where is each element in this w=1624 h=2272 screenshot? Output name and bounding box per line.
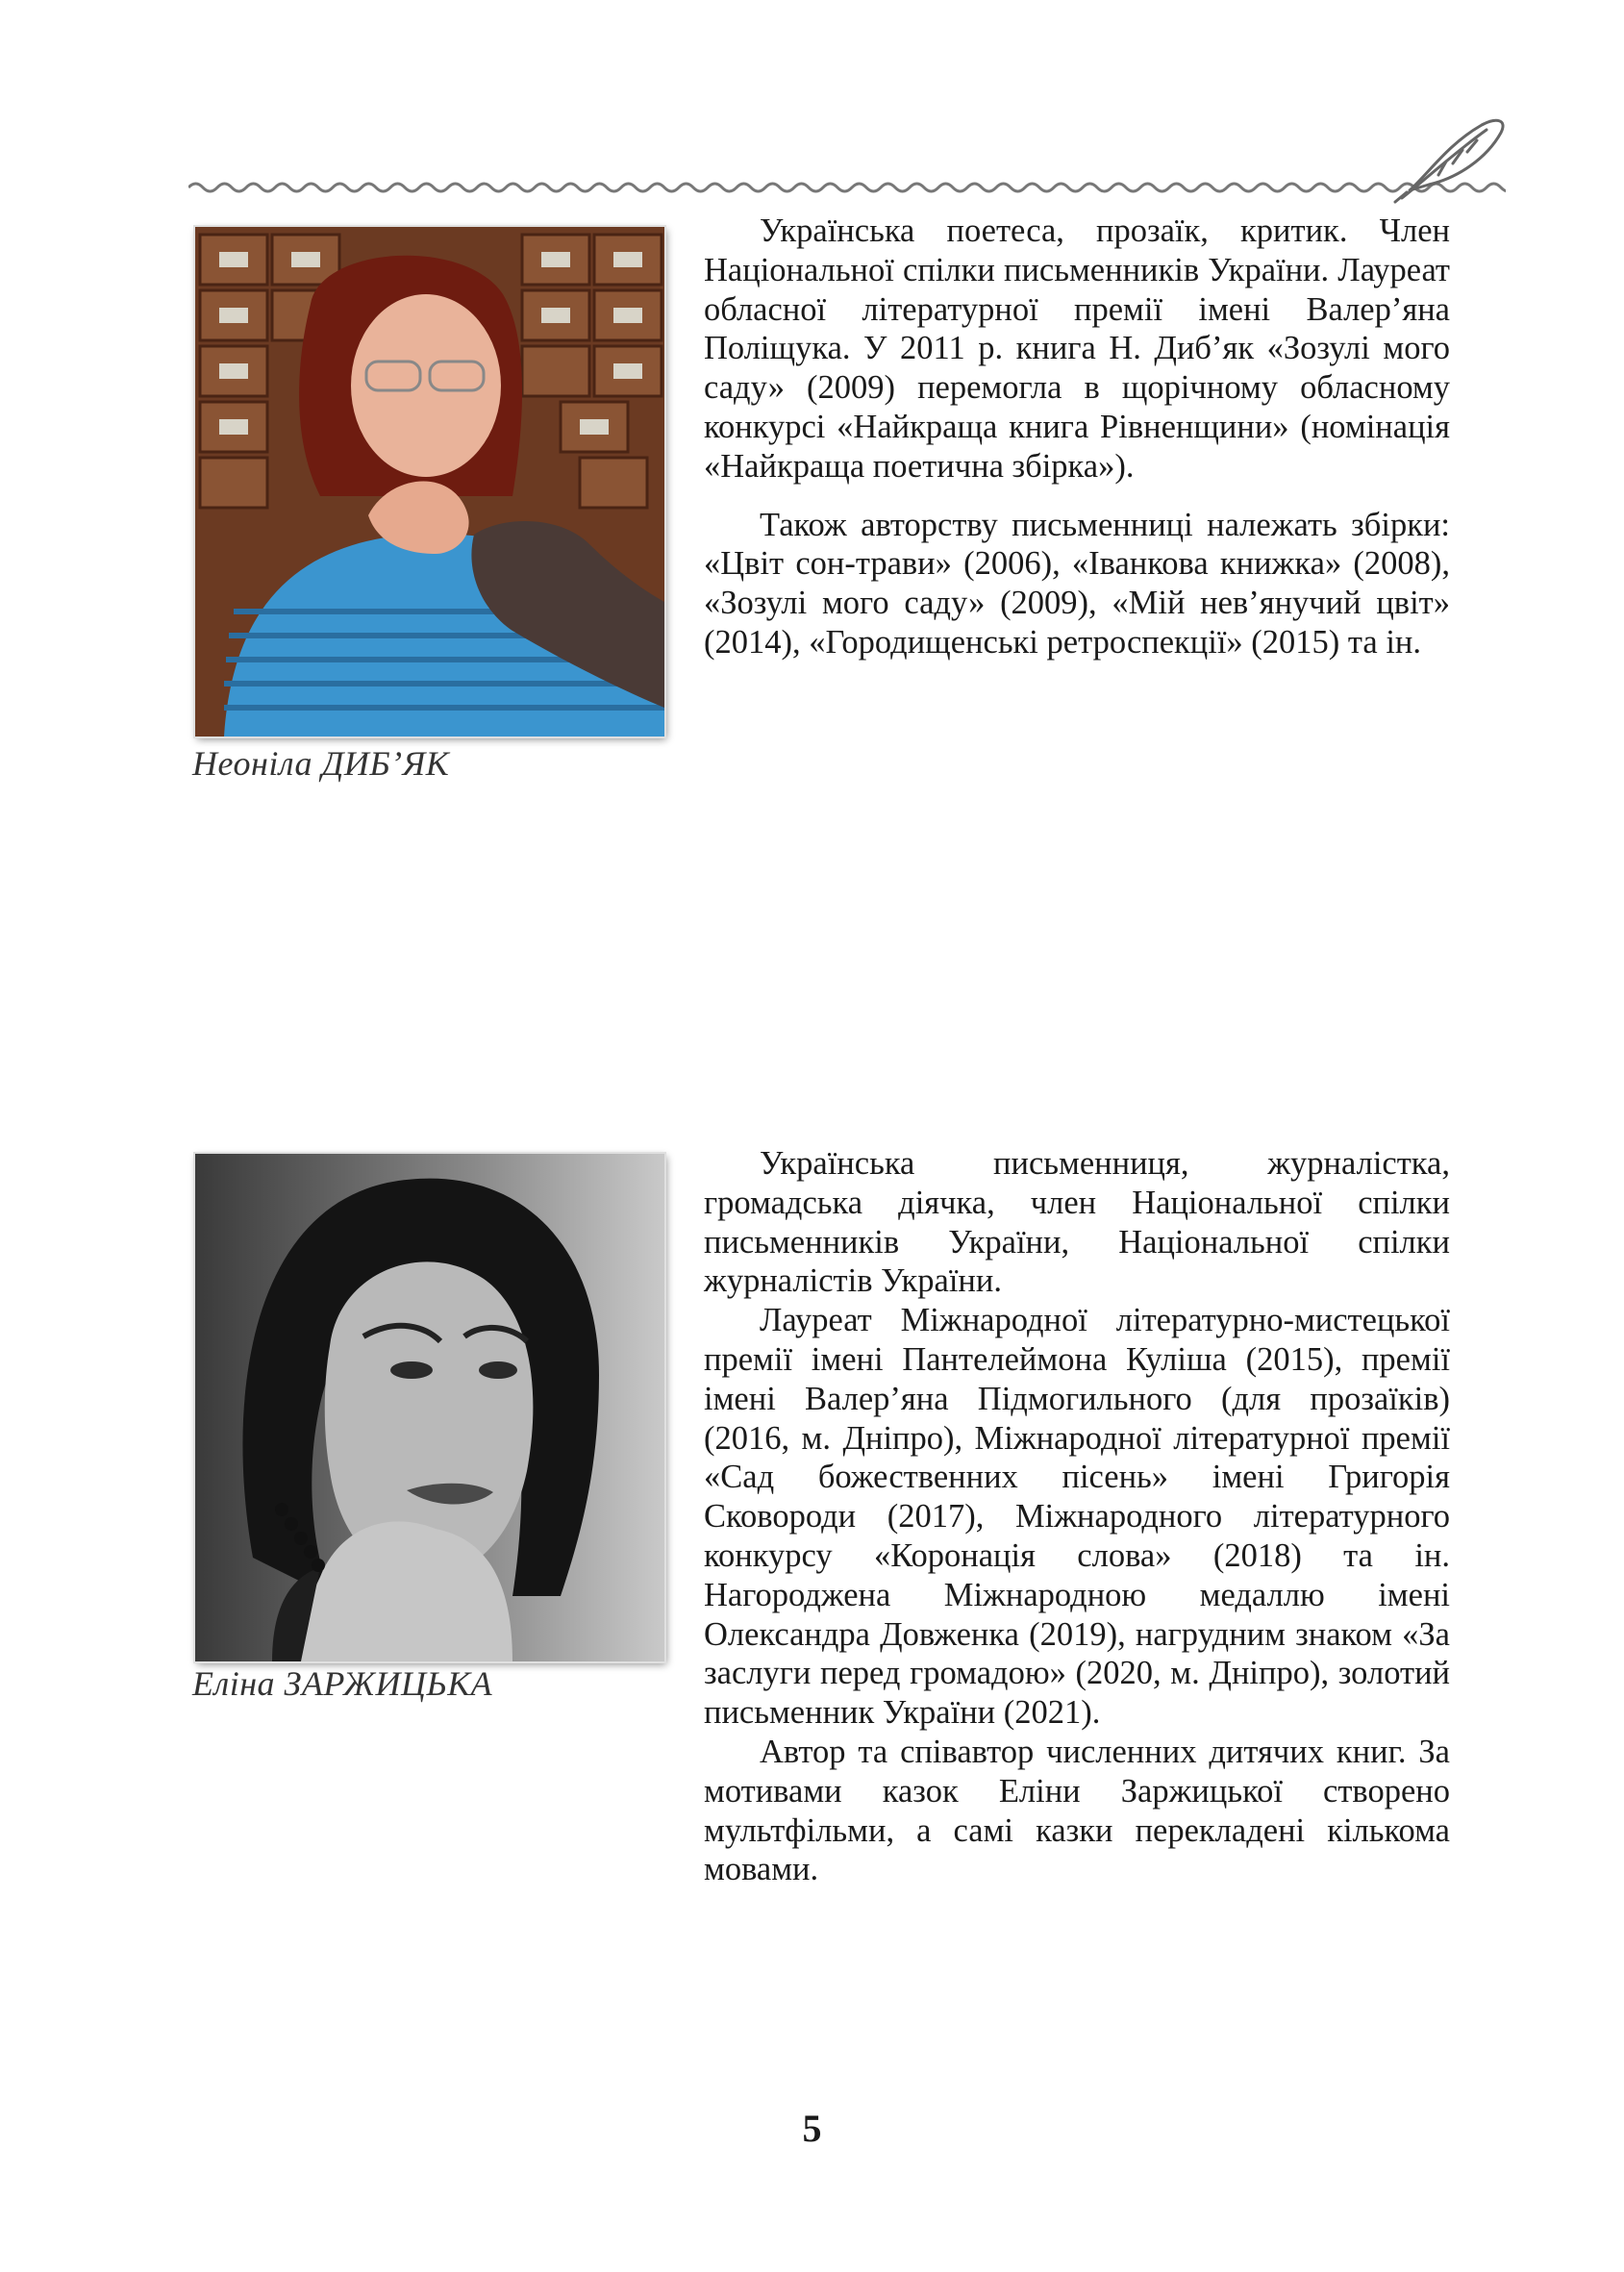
author-photo-zarzhytska — [195, 1154, 664, 1661]
page-number: 5 — [802, 2107, 822, 2150]
portrait-photo-icon — [195, 227, 664, 737]
author-caption-dybiak: Неоніла ДИБ’ЯК — [192, 744, 450, 783]
author-bio-zarzhytska — [704, 1144, 1450, 1889]
header-wave-quill-ornament — [188, 106, 1506, 212]
bio-paragraph: Українська письменниця, журналістка, громадська діячка, член Національної спілки письменників України, Національної спілки журналістів України. — [704, 1145, 1450, 1300]
author-photo-dybiak — [195, 227, 664, 737]
bio-paragraph: Також авторству письменниці належать збірки: «Цвіт сон-трави» (2006), «Іванкова книжка» (2008), «Зозулі мого саду» (2009), «Мій нев’янучий цвіт» (2014), «Городищенські ретроспекції» (2015) та ін. — [704, 506, 1450, 661]
bio-paragraph: Українська поетеса, прозаїк, критик. Член Національної спілки письменників України. Лауреат обласної літературної премії імені Валер’яна Поліщука. У 2011 р. книга Н. Диб’як «Зозулі мого саду» (2009) перемогла в щорічному обласному конкурсі «Найкраща книга Рівненщини» (номінація «Найкраща поетична збірка»). — [704, 212, 1450, 485]
bio-paragraph: Автор та співавтор численних дитячих книг. За мотивами казок Еліни Заржицької створено мультфільми, а самі казки перекладені кількома мовами. — [704, 1733, 1450, 1888]
author-bio-dybiak — [704, 212, 1450, 662]
quill-feather-icon — [1395, 120, 1503, 202]
bio-paragraph: Лауреат Міжнародної літературно-мистецької премії імені Пантелеймона Куліша (2015), премії імені Валер’яна Підмогильного (для прозаїків) (2016, м. Дніпро), Міжнародної літературної премії «Сад божественних пісень» імені Григорія Сковороди (2017), Міжнародного літературного конкурсу «Коронація слова» (2018) та ін. Нагороджена Міжнародною медаллю імені Олександра Довженка (2019), нагрудним знаком «За заслуги перед громадою» (2020, м. Дніпро), золотий письменник України (2021). — [704, 1302, 1450, 1732]
author-caption-zarzhytska: Еліна ЗАРЖИЦЬКА — [192, 1664, 493, 1703]
portrait-photo-icon — [195, 1154, 664, 1661]
wavy-divider-line — [188, 184, 1506, 191]
